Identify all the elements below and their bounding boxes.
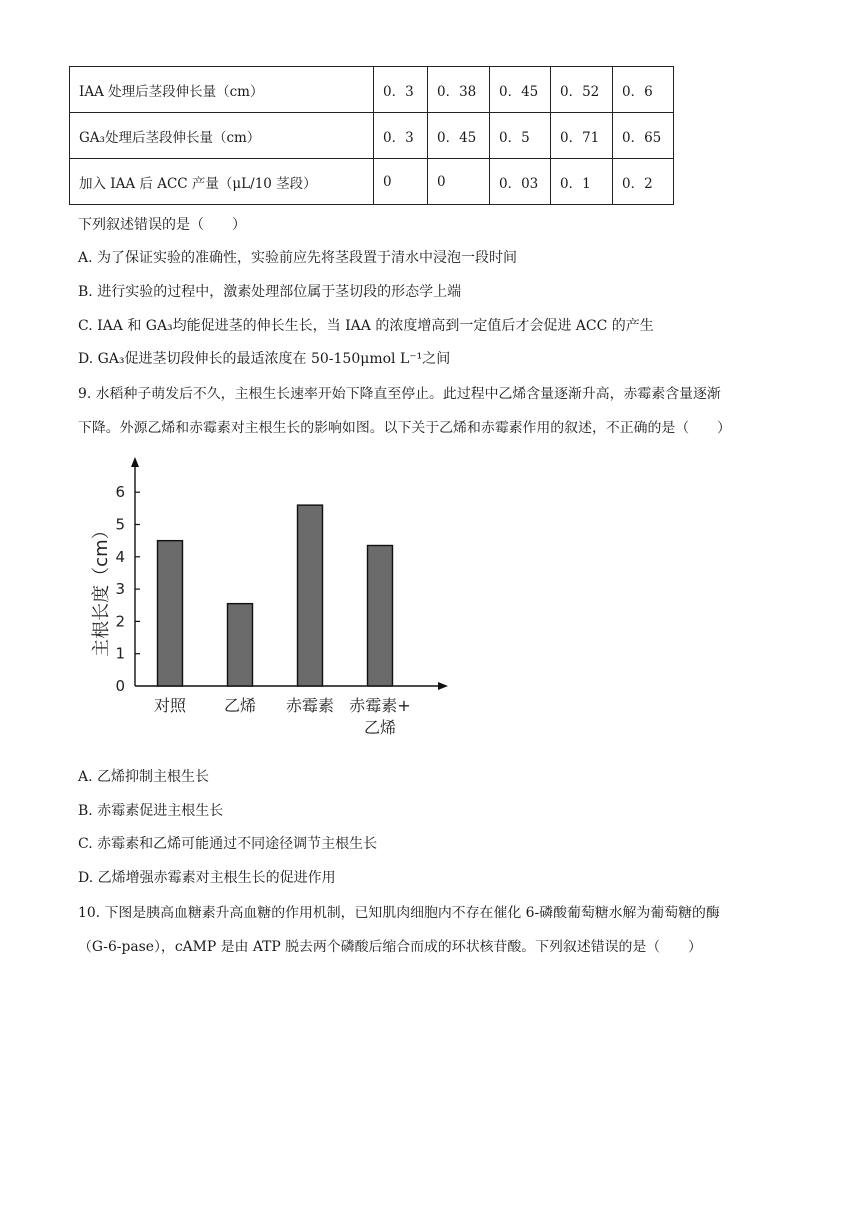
q8-option-c: C. IAA 和 GA₃均能促进茎的伸长生长，当 IAA 的浓度增高到一定值后才会促进 ACC 的产生 [78,318,654,334]
table-cell: 0．3 [374,67,428,113]
table-row [70,113,674,159]
y-axis-label: 主根长度（cm） [91,521,112,657]
q9-option-d: D. 乙烯增强赤霉素对主根生长的促进作用 [78,870,336,886]
q9-option-b: B. 赤霉素促进主根生长 [78,803,224,819]
table-row [70,67,674,113]
q8-option-d: D. GA₃促进茎切段伸长的最适浓度在 50-150μmol L⁻¹之间 [78,351,451,367]
table-cell: 0．71 [551,113,613,159]
y-tick-label: 4 [115,547,125,566]
data-table [69,66,674,205]
y-tick-label: 5 [115,515,125,534]
y-tick-label: 3 [115,580,125,599]
category-label: 赤霉素 [285,696,335,715]
table-cell: 0．03 [490,159,551,205]
q9-option-c: C. 赤霉素和乙烯可能通过不同途径调节主根生长 [78,836,378,852]
table-cell: 0．1 [551,159,613,205]
bar-chart [90,455,470,745]
table-row-label: GA₃处理后茎段伸长量（cm） [70,113,374,159]
table-row [70,159,674,205]
table-cell: 0．52 [551,67,613,113]
table-cell: 0．3 [374,113,428,159]
y-axis-arrow [131,457,139,467]
table-cell: 0．2 [613,159,674,205]
q8-prompt: 下列叙述错误的是（ ） [78,217,246,233]
bar [368,545,393,686]
table-cell: 0 [428,159,490,205]
q10-stem-line1: 10. 下图是胰高血糖素升高血糖的作用机制，已知肌肉细胞内不存在催化 6-磷酸葡萄糖水解为葡萄糖的酶 [78,905,720,921]
y-tick-label: 1 [115,644,125,663]
q9-stem-line1: 9. 水稻种子萌发后不久，主根生长速率开始下降直至停止。此过程中乙烯含量逐渐升高，赤霉素含量逐渐 [78,386,721,402]
y-tick-label: 2 [115,612,125,631]
q10-stem-line2: （G-6-pase），cAMP 是由 ATP 脱去两个磷酸后缩合而成的环状核苷酸。下列叙述错误的是（ ） [78,939,702,955]
table-row-label: IAA 处理后茎段伸长量（cm） [70,67,374,113]
category-label: 赤霉素+ [349,696,411,715]
x-axis-arrow [438,682,448,690]
table-cell: 0．45 [428,113,490,159]
q9-stem-line2: 下降。外源乙烯和赤霉素对主根生长的影响如图。以下关于乙烯和赤霉素作用的叙述，不正确的是（ ） [78,420,731,436]
y-tick-label: 6 [115,483,125,502]
bar [298,505,323,686]
category-label: 对照 [153,696,187,715]
table-cell: 0．6 [613,67,674,113]
table-cell: 0．5 [490,113,551,159]
table-cell: 0 [374,159,428,205]
bar [158,541,183,686]
bar [228,604,253,686]
q8-option-a: A. 为了保证实验的准确性，实验前应先将茎段置于清水中浸泡一段时间 [78,250,518,266]
table-cell: 0．38 [428,67,490,113]
category-label: 乙烯 [223,696,257,715]
q9-option-a: A. 乙烯抑制主根生长 [78,769,210,785]
table-cell: 0．65 [613,113,674,159]
table-row-label: 加入 IAA 后 ACC 产量（μL/10 茎段） [70,159,374,205]
y-tick-label: 0 [115,677,125,695]
category-label: 乙烯 [363,718,397,737]
table-cell: 0．45 [490,67,551,113]
q8-option-b: B. 进行实验的过程中，激素处理部位属于茎切段的形态学上端 [78,284,462,300]
